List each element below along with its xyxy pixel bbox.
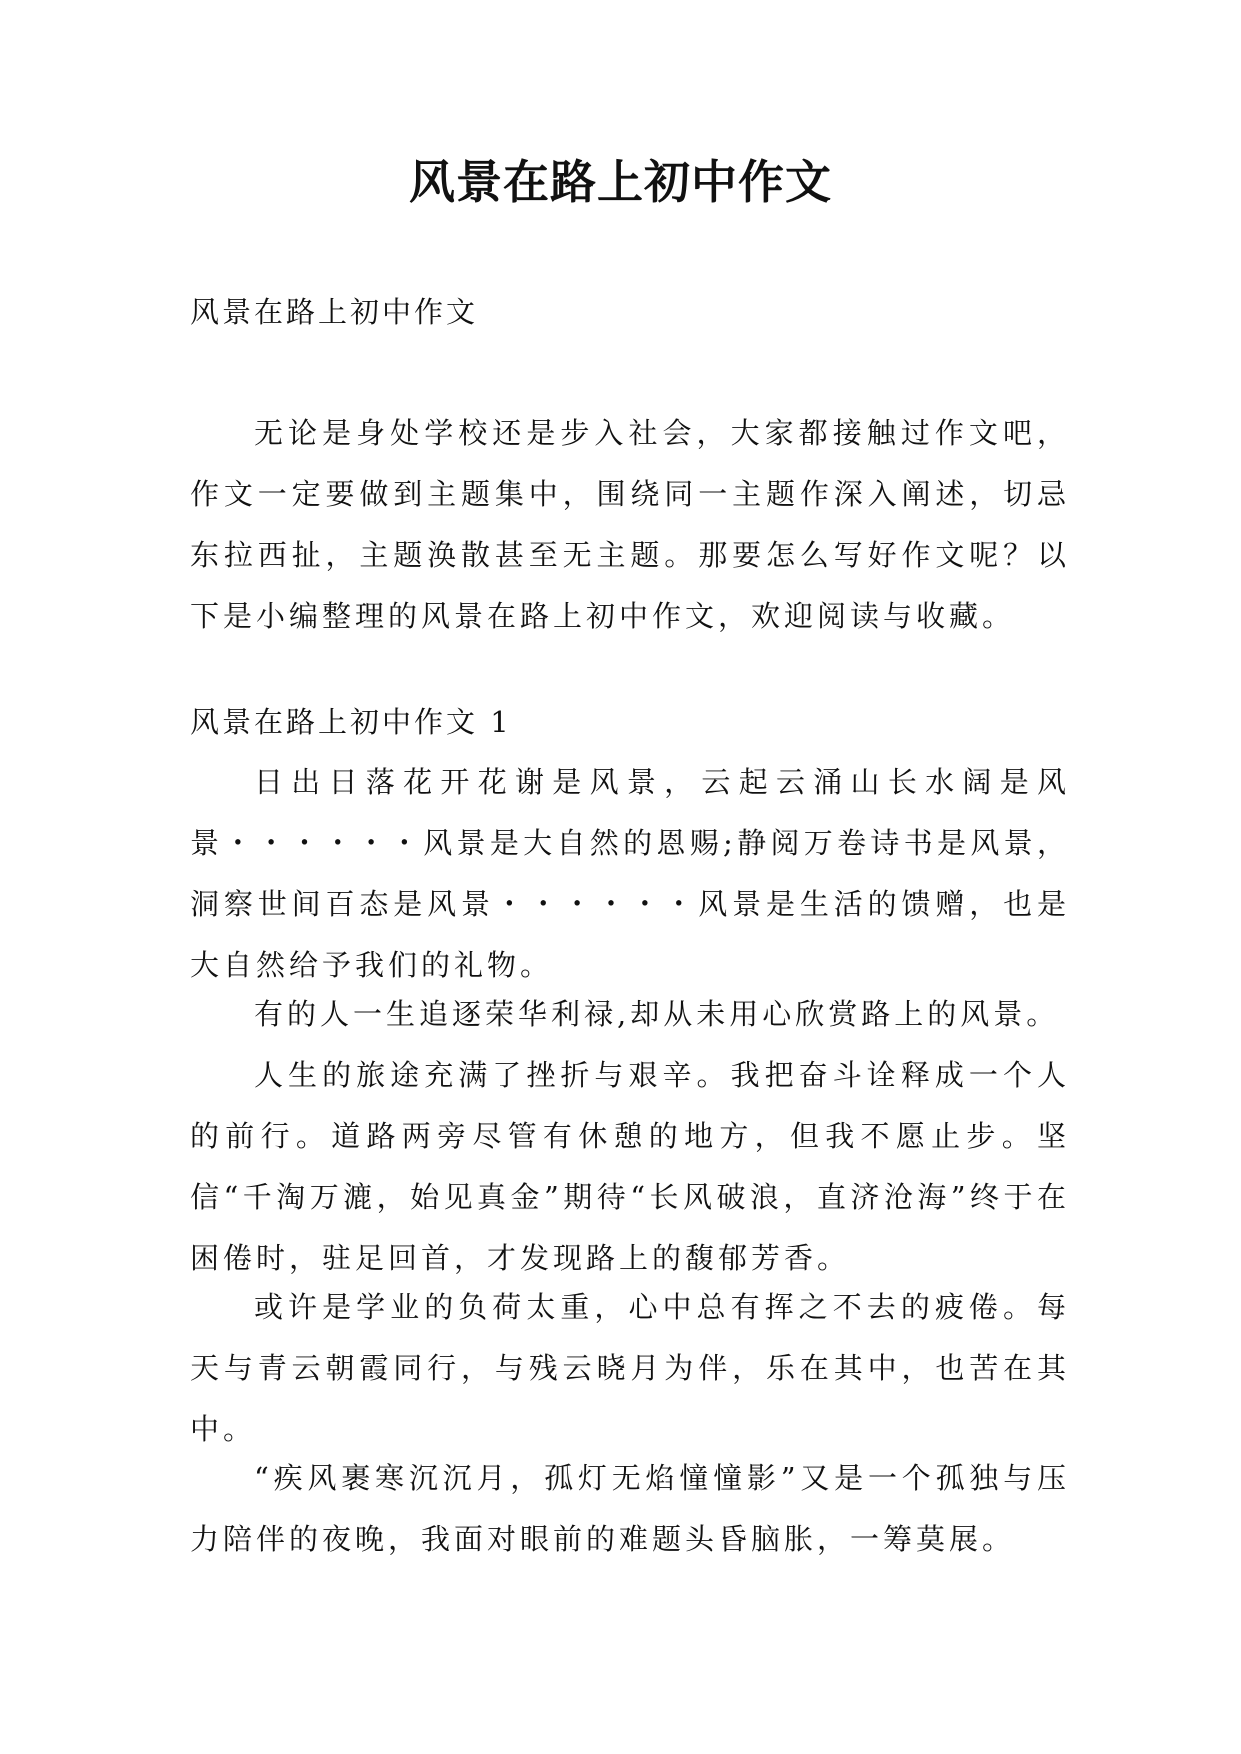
essay-paragraph: 日出日落花开花谢是风景，云起云涌山长水阔是风景・・・・・・风景是大自然的恩赐;静阅万卷诗书是风景，洞察世间百态是风景・・・・・・风景是生活的馈赠，也是大自然给予我们的礼物。	[190, 765, 1070, 982]
document-title: 风景在路上初中作文	[409, 155, 832, 209]
essay-paragraph: 人生的旅途充满了挫折与艰辛。我把奋斗诠释成一个人的前行。道路两旁尽管有休憩的地方，但我不愿止步。坚信“千淘万漉，始见真金”期待“长风破浪，直济沧海”终于在困倦时，驻足回首，才发现路上的馥郁芳香。	[190, 1058, 1070, 1275]
essay-paragraph: “疾风裹寒沉沉月，孤灯无焰憧憧影”又是一个孤独与压力陪伴的夜晚，我面对眼前的难题头昏脑胀，一筹莫展。	[190, 1461, 1070, 1556]
intro-paragraph: 无论是身处学校还是步入社会，大家都接触过作文吧，作文一定要做到主题集中，围绕同一主题作深入阐述，切忌东拉西扯，主题涣散甚至无主题。那要怎么写好作文呢？以下是小编整理的风景在路上初中作文，欢迎阅读与收藏。	[190, 416, 1070, 633]
essay-heading: 风景在路上初中作文 1	[190, 705, 512, 739]
essay-paragraph: 或许是学业的负荷太重，心中总有挥之不去的疲倦。每天与青云朝霞同行，与残云晓月为伴，乐在其中，也苦在其中。	[190, 1290, 1070, 1446]
document-subtitle: 风景在路上初中作文	[190, 295, 479, 329]
essay-paragraph: 有的人一生追逐荣华利禄,却从未用心欣赏路上的风景。	[254, 997, 1060, 1031]
